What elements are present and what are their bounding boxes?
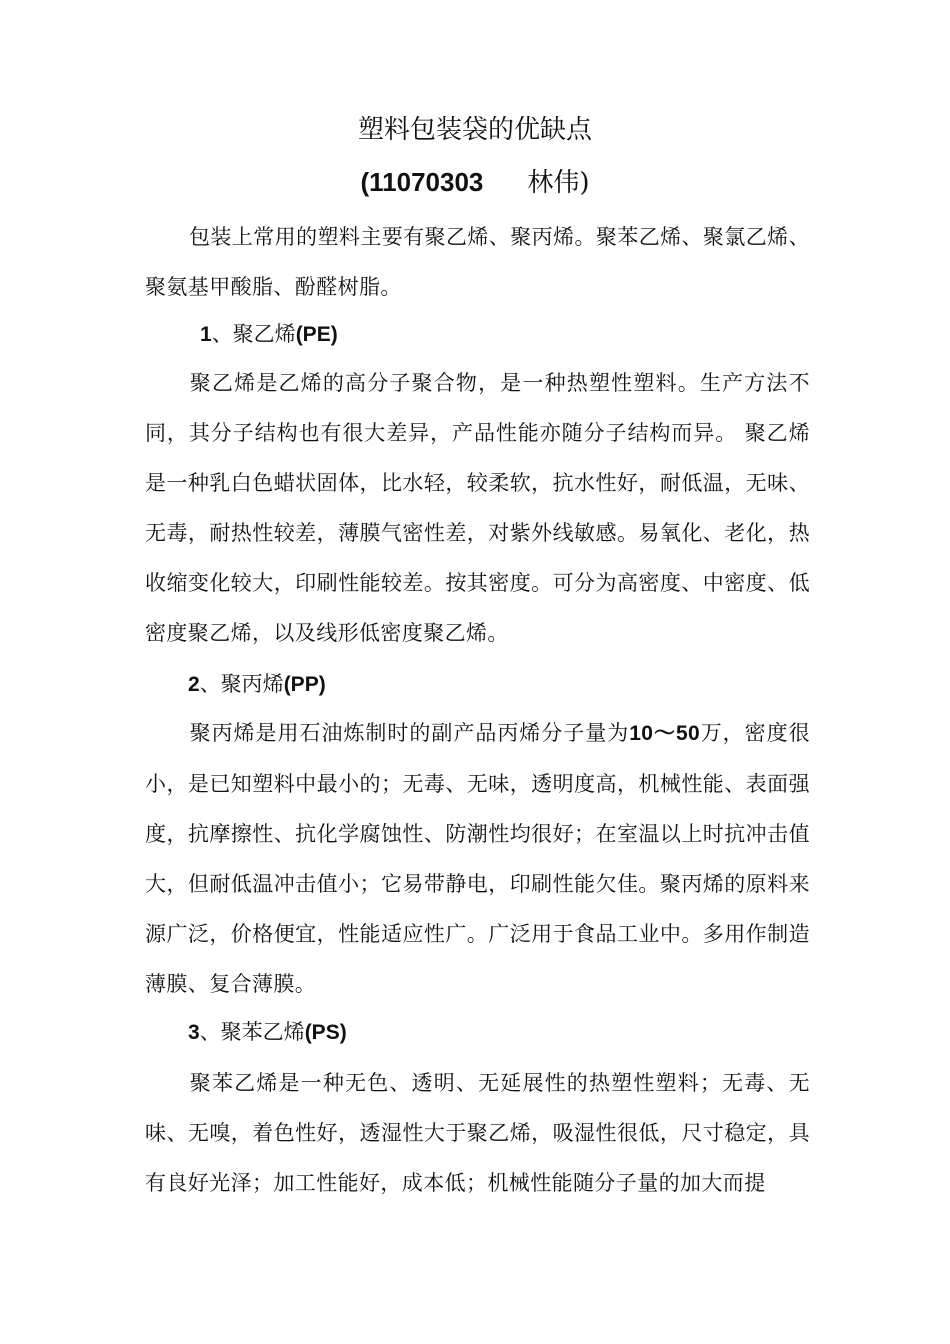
- section-abbr: (PE): [295, 323, 338, 346]
- document-title: 塑料包装袋的优缺点: [357, 115, 592, 145]
- section-abbr: (PS): [304, 1021, 347, 1044]
- intro-text: 包装上常用的塑料主要有聚乙烯、聚丙烯。聚苯乙烯、聚氯乙烯、聚氨基甲酸脂、酚醛树脂。: [145, 225, 810, 299]
- section-body-text-part2: 万，密度很小，是已知塑料中最小的；无毒、无味，透明度高，机械性能、表面强度，抗摩擦性、抗化学腐蚀性、防潮性均很好；在室温以上时抗冲击值大，但耐低温冲击值小；它易带静电，印刷性能欠佳。聚丙烯的原料来源广泛，价格便宜，性能适应性广。广泛用于食品工业中。多用作制造薄膜、复合薄膜。: [145, 721, 811, 996]
- section-body-pe: [145, 358, 810, 658]
- molecular-weight-range: 10～50: [629, 722, 701, 745]
- section-abbr: (PP): [283, 673, 326, 696]
- section-body-text-part1: 聚丙烯是用石油炼制时的副产品丙烯分子量为: [189, 721, 630, 745]
- section-body-text: 聚苯乙烯是一种无色、透明、无延展性的热塑性塑料；无毒、无味、无嗅，着色性好，透湿性大于聚乙烯，吸湿性很低，尺寸稳定，具有良好光泽；加工性能好，成本低；机械性能随分子量的加大而提: [145, 1071, 810, 1195]
- section-name: 、聚苯乙烯: [199, 1020, 305, 1044]
- section-heading-ps: [188, 1017, 347, 1048]
- student-id: (11070303: [360, 167, 484, 197]
- section-body-ps: [145, 1058, 810, 1208]
- document-subtitle: [0, 166, 950, 199]
- section-heading-pp: [188, 669, 326, 700]
- section-body-pp: [145, 708, 810, 1009]
- section-body-text: 聚乙烯是乙烯的高分子聚合物，是一种热塑性塑料。生产方法不同，其分子结构也有很大差异，产品性能亦随分子结构而异。 聚乙烯是一种乳白色蜡状固体，比水轻，较柔软，抗水性好，耐低温，无味、无毒，耐热性较差，薄膜气密性差，对紫外线敏感。易氧化、老化，热收缩变化较大，印刷性能较差。按其密度。可分为高密度、中密度、低密度聚乙烯，以及线形低密度聚乙烯。: [145, 371, 810, 645]
- section-name: 、聚乙烯: [211, 322, 296, 346]
- section-number: 3: [188, 1021, 200, 1044]
- author-name: 林伟): [527, 168, 590, 198]
- section-number: 1: [200, 323, 212, 346]
- section-number: 2: [188, 673, 200, 696]
- section-name: 、聚丙烯: [199, 672, 284, 696]
- section-heading-pe: [200, 319, 338, 350]
- intro-paragraph: [145, 212, 810, 312]
